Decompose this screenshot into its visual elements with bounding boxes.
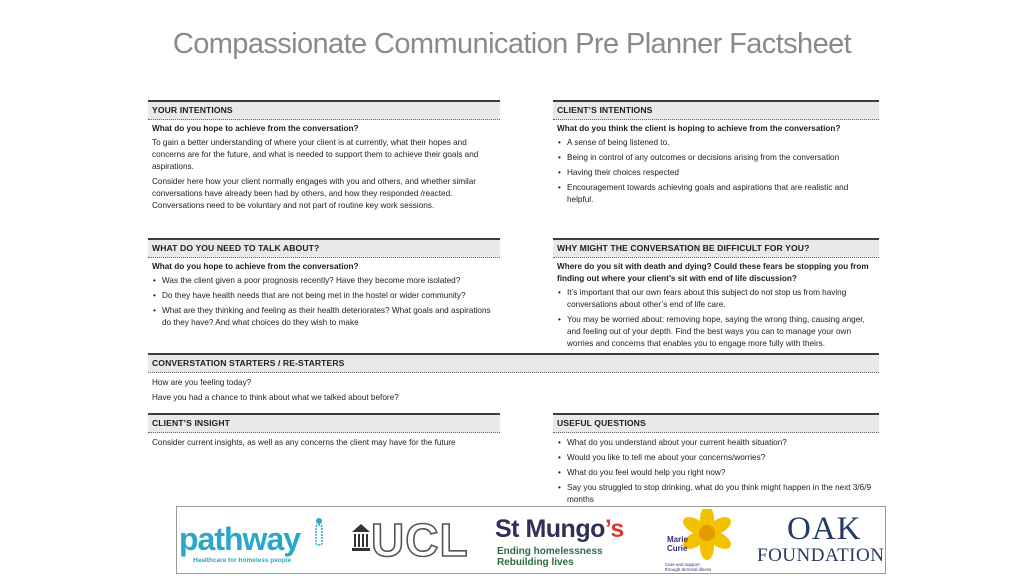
oak-logo-wordmark: OAK — [787, 511, 862, 547]
pathway-logo — [177, 507, 329, 573]
list-item: • Do they have health needs that are not being met in the hostel or wider community? — [152, 290, 496, 302]
st-mungos-logo-wordmark: St Mungo’s — [495, 515, 624, 543]
talk-about-question: What do you hope to achieve from the conversation? — [152, 262, 359, 271]
list-item: • Encouragement towards achieving goals and aspirations that are realistic and helpful. — [557, 182, 875, 206]
difficult-header: WHY MIGHT THE CONVERSATION BE DIFFICULT FOR YOU? — [553, 238, 879, 258]
st-mungos-logo — [495, 507, 655, 573]
list-item: • It’s important that our own fears about this subject do not stop us from having conversations about other’s end of life care. — [557, 287, 875, 311]
talk-about-header: WHAT DO YOU NEED TO TALK ABOUT? — [148, 238, 500, 258]
your-intentions-header: YOUR INTENTIONS — [148, 100, 500, 120]
starter-line: Have you had a chance to think about what we talked about before? — [152, 393, 399, 402]
list-item: • Having their choices respected — [557, 167, 875, 179]
st-mungos-logo-tagline: Ending homelessness Rebuilding lives — [497, 546, 603, 568]
starters-header: CONVERSTATION STARTERS / RE-STARTERS — [148, 353, 879, 373]
starters-section — [148, 353, 879, 405]
client-insight-text: Consider current insights, as well as any concerns the client may have for the future — [152, 438, 456, 447]
list-item: • What do you understand about your current health situation? — [557, 437, 875, 449]
partner-logos-strip — [176, 506, 886, 574]
list-item: • Say you struggled to stop drinking, what do you think might happen in the next 3/6/9 months — [557, 482, 875, 506]
list-item: • What are they thinking and feeling as their health deteriorates? What goals and aspirations do they have? And what choices do they wish to make — [152, 305, 496, 329]
list-item: • Being in control of any outcomes or decisions arising from the conversation — [557, 152, 875, 164]
useful-questions-section — [553, 413, 879, 505]
marie-curie-logo — [665, 507, 745, 573]
ucl-portico-icon — [351, 523, 371, 553]
starter-line: How are you feeling today? — [152, 378, 252, 387]
list-item: • A sense of being listened to. — [557, 137, 875, 149]
oak-foundation-logo — [757, 507, 885, 573]
difficult-question: Where do you sit with death and dying? Could these fears be stopping you from finding out where your client’s sit with end of life discussion? — [557, 262, 869, 283]
client-insight-section — [148, 413, 500, 503]
client-intentions-question: What do you think the client is hoping to achieve from the conversation? — [557, 124, 841, 133]
list-item: • What do you feel would help you right now? — [557, 467, 875, 479]
page-title: Compassionate Communication Pre Planner Factsheet — [172, 28, 852, 60]
list-item: • You may be worried about: removing hope, saying the wrong thing, causing anger, and feeling out of your depth. Find the best ways you can to manage your own worries and concerns that enables you to engage more fully with theirs. — [557, 314, 875, 350]
talk-about-section — [148, 238, 500, 350]
foundation-logo-wordmark: FOUNDATION — [757, 545, 885, 566]
pathway-figure-icon — [311, 517, 327, 547]
pathway-logo-tagline: Healthcare for homeless people — [193, 557, 292, 564]
your-intentions-paragraph: To gain a better understanding of where your client is at currently, what their hopes and concerns are for the future, and what is needed to support them to achieve their goals and aspirations. — [152, 138, 479, 171]
useful-questions-header: USEFUL QUESTIONS — [553, 413, 879, 433]
difficult-section — [553, 238, 879, 353]
your-intentions-question: What do you hope to achieve from the conversation? — [152, 124, 359, 133]
marie-curie-logo-tagline: Care and support through terminal illness — [665, 562, 712, 572]
client-intentions-header: CLIENT’S INTENTIONS — [553, 100, 879, 120]
client-insight-header: CLIENT’S INSIGHT — [148, 413, 500, 433]
ucl-logo-wordmark: UCL — [371, 514, 469, 566]
your-intentions-paragraph: Consider here how your client normally engages with you and others, and whether similar conversations have already been had by others, and how they responded /reacted. Conversations need to be voluntary and not part of routine key work sessions. — [152, 177, 477, 210]
list-item: • Would you like to tell me about your concerns/worries? — [557, 452, 875, 464]
ucl-logo — [349, 507, 477, 573]
marie-curie-logo-wordmark: Marie Curie — [667, 535, 688, 553]
client-intentions-section — [553, 100, 879, 228]
your-intentions-section — [148, 100, 500, 228]
pathway-logo-wordmark: pathway — [179, 521, 301, 557]
list-item: • Was the client given a poor prognosis recently? Have they become more isolated? — [152, 275, 496, 287]
